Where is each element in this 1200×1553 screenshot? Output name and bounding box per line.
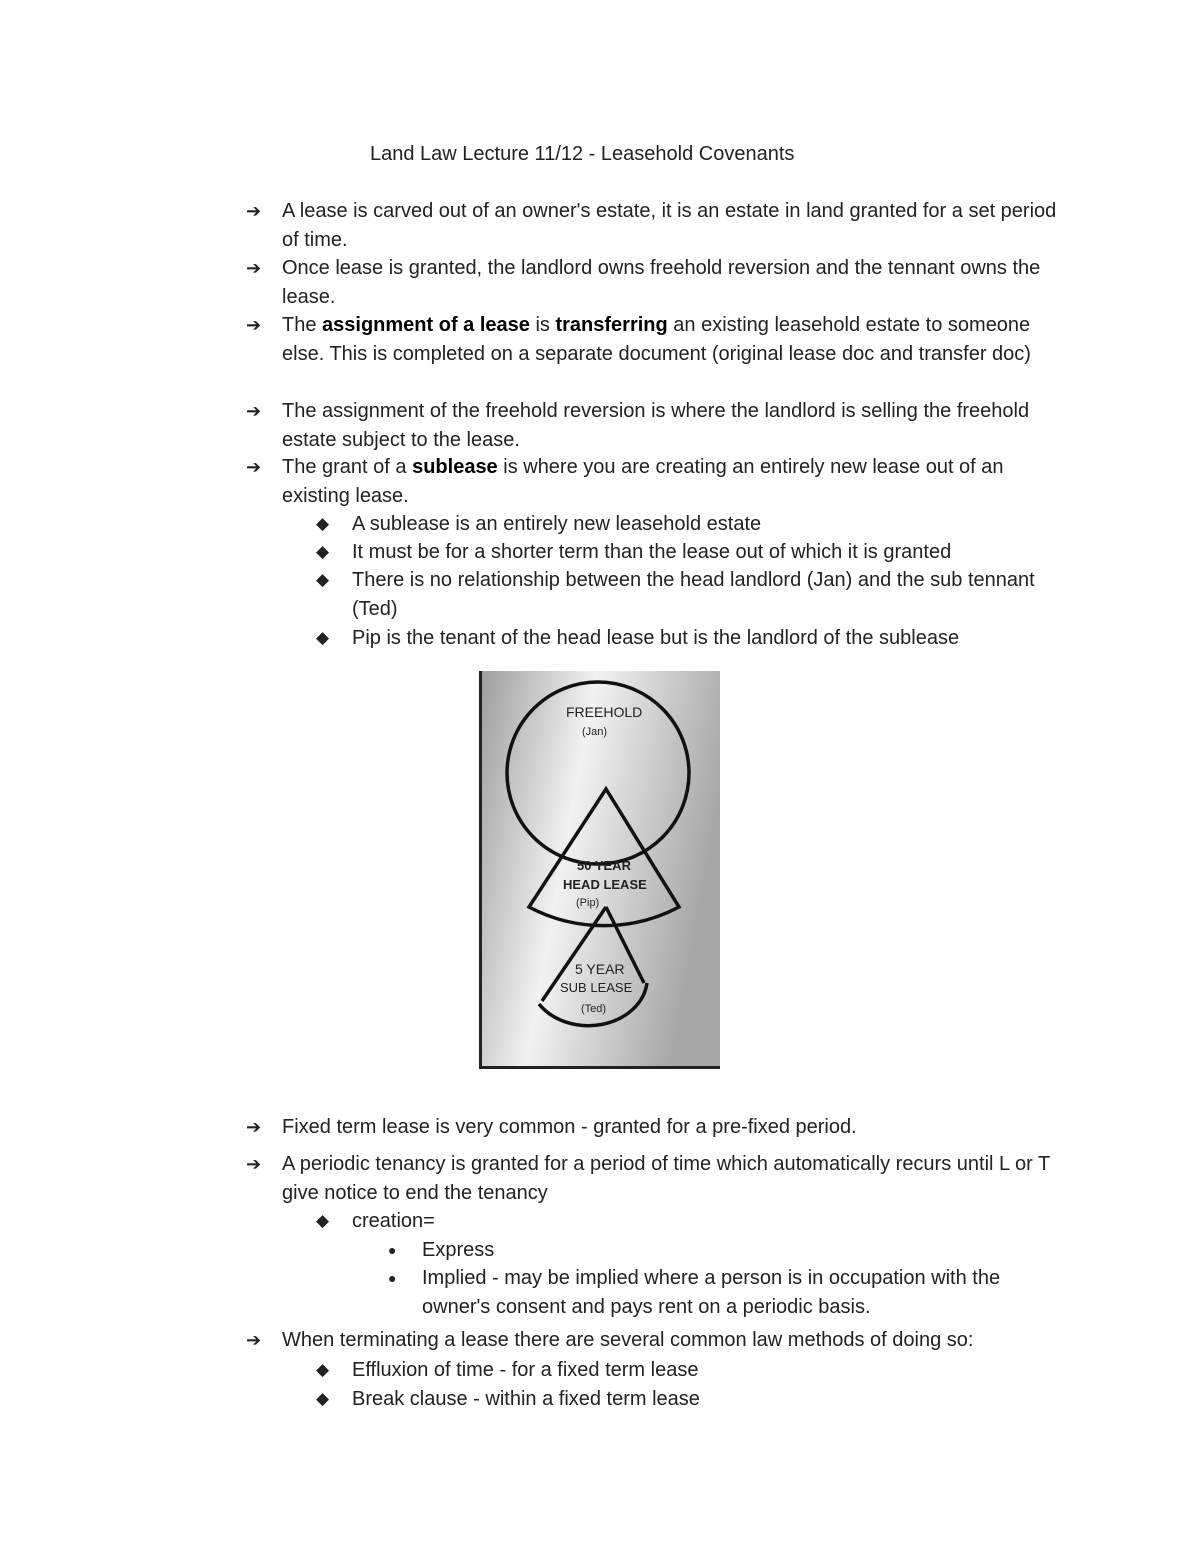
list-item xyxy=(246,254,1072,311)
diamond-icon: ◆ xyxy=(316,628,330,647)
list-item xyxy=(388,1264,1072,1321)
bullet-text: There is no relationship between the head landlord (Jan) and the sub tennant (Ted) xyxy=(352,569,1035,620)
list-item xyxy=(388,1236,1072,1265)
bullet-text: Effluxion of time - for a fixed term lease xyxy=(352,1359,699,1381)
arrow-icon: ➔ xyxy=(246,1154,262,1174)
term-transferring: transferring xyxy=(555,314,668,336)
diamond-icon: ◆ xyxy=(316,514,330,533)
list-item xyxy=(316,1207,1072,1236)
list-item xyxy=(246,197,1072,254)
bullet-text: Fixed term lease is very common - granted for a pre-fixed period. xyxy=(282,1116,857,1138)
list-item xyxy=(316,538,1072,567)
term-assignment: assignment of a lease xyxy=(322,314,530,336)
arrow-icon: ➔ xyxy=(246,457,262,477)
lease-diagram xyxy=(479,671,720,1069)
bullet-text: Express xyxy=(422,1239,495,1261)
bullet-text: Break clause - within a fixed term lease xyxy=(352,1388,700,1410)
bullet-text: A sublease is an entirely new leasehold estate xyxy=(352,513,762,535)
freehold-label: FREEHOLD xyxy=(566,704,643,720)
diamond-icon: ◆ xyxy=(316,542,330,561)
diamond-icon: ◆ xyxy=(316,570,330,589)
bullet-text-pre: The xyxy=(282,314,323,336)
arrow-icon: ➔ xyxy=(246,1330,262,1350)
list-item xyxy=(316,1356,1072,1385)
sub-lease-label: SUB LEASE xyxy=(560,980,633,995)
arrow-icon: ➔ xyxy=(246,201,262,221)
bullet-text-post: an existing leasehold estate to someone else. This is completed on a separate document (original lease doc and transfer doc) xyxy=(282,314,1031,365)
dot-icon: ● xyxy=(388,1270,397,1286)
arrow-icon: ➔ xyxy=(246,401,262,421)
bullet-text-pre: The grant of a xyxy=(282,456,413,478)
list-item xyxy=(246,397,1072,454)
list-item xyxy=(246,1113,1072,1142)
bullet-text: Once lease is granted, the landlord owns freehold reversion and the tennant owns the lease. xyxy=(282,257,1041,308)
list-item xyxy=(316,510,1072,539)
bullet-text: Pip is the tenant of the head lease but is the landlord of the sublease xyxy=(352,627,960,649)
list-item xyxy=(246,453,1072,510)
head-lease-term: 50 YEAR xyxy=(577,858,631,873)
page-title: Land Law Lecture 11/12 - Leasehold Covenants xyxy=(370,143,795,165)
diamond-icon: ◆ xyxy=(316,1211,330,1230)
list-item xyxy=(316,566,1072,623)
list-item xyxy=(316,624,1072,653)
term-sublease: sublease xyxy=(412,456,498,478)
bullet-text: creation= xyxy=(352,1210,435,1232)
bullet-text-post: is where you are creating an entirely new lease out of an existing lease. xyxy=(282,456,1004,507)
bullet-text: It must be for a shorter term than the lease out of which it is granted xyxy=(352,541,952,563)
lease-diagram-svg xyxy=(479,671,720,1069)
bullet-text-mid: is xyxy=(529,314,556,336)
diamond-icon: ◆ xyxy=(316,1360,330,1379)
arrow-icon: ➔ xyxy=(246,258,262,278)
bullet-text: Implied - may be implied where a person is in occupation with the owner's consent and pays rent on a periodic basis. xyxy=(422,1267,1001,1318)
head-lease-label: HEAD LEASE xyxy=(563,877,647,892)
bullet-text: When terminating a lease there are several common law methods of doing so: xyxy=(282,1329,974,1351)
list-item xyxy=(316,1385,1072,1414)
list-item xyxy=(246,311,1072,368)
list-item xyxy=(246,1150,1072,1207)
head-lease-owner: (Pip) xyxy=(576,897,600,909)
freehold-owner: (Jan) xyxy=(582,726,608,738)
sub-lease-owner: (Ted) xyxy=(581,1003,607,1015)
sub-lease-term: 5 YEAR xyxy=(575,961,625,977)
diamond-icon: ◆ xyxy=(316,1389,330,1408)
bullet-text: A lease is carved out of an owner's estate, it is an estate in land granted for a set period of time. xyxy=(282,200,1057,251)
arrow-icon: ➔ xyxy=(246,1117,262,1137)
arrow-icon: ➔ xyxy=(246,315,262,335)
bullet-text: The assignment of the freehold reversion is where the landlord is selling the freehold estate subject to the lease. xyxy=(282,400,1030,451)
dot-icon: ● xyxy=(388,1242,397,1258)
list-item xyxy=(246,1326,1072,1355)
bullet-text: A periodic tenancy is granted for a period of time which automatically recurs until L or T give notice to end the tenancy xyxy=(282,1153,1050,1204)
